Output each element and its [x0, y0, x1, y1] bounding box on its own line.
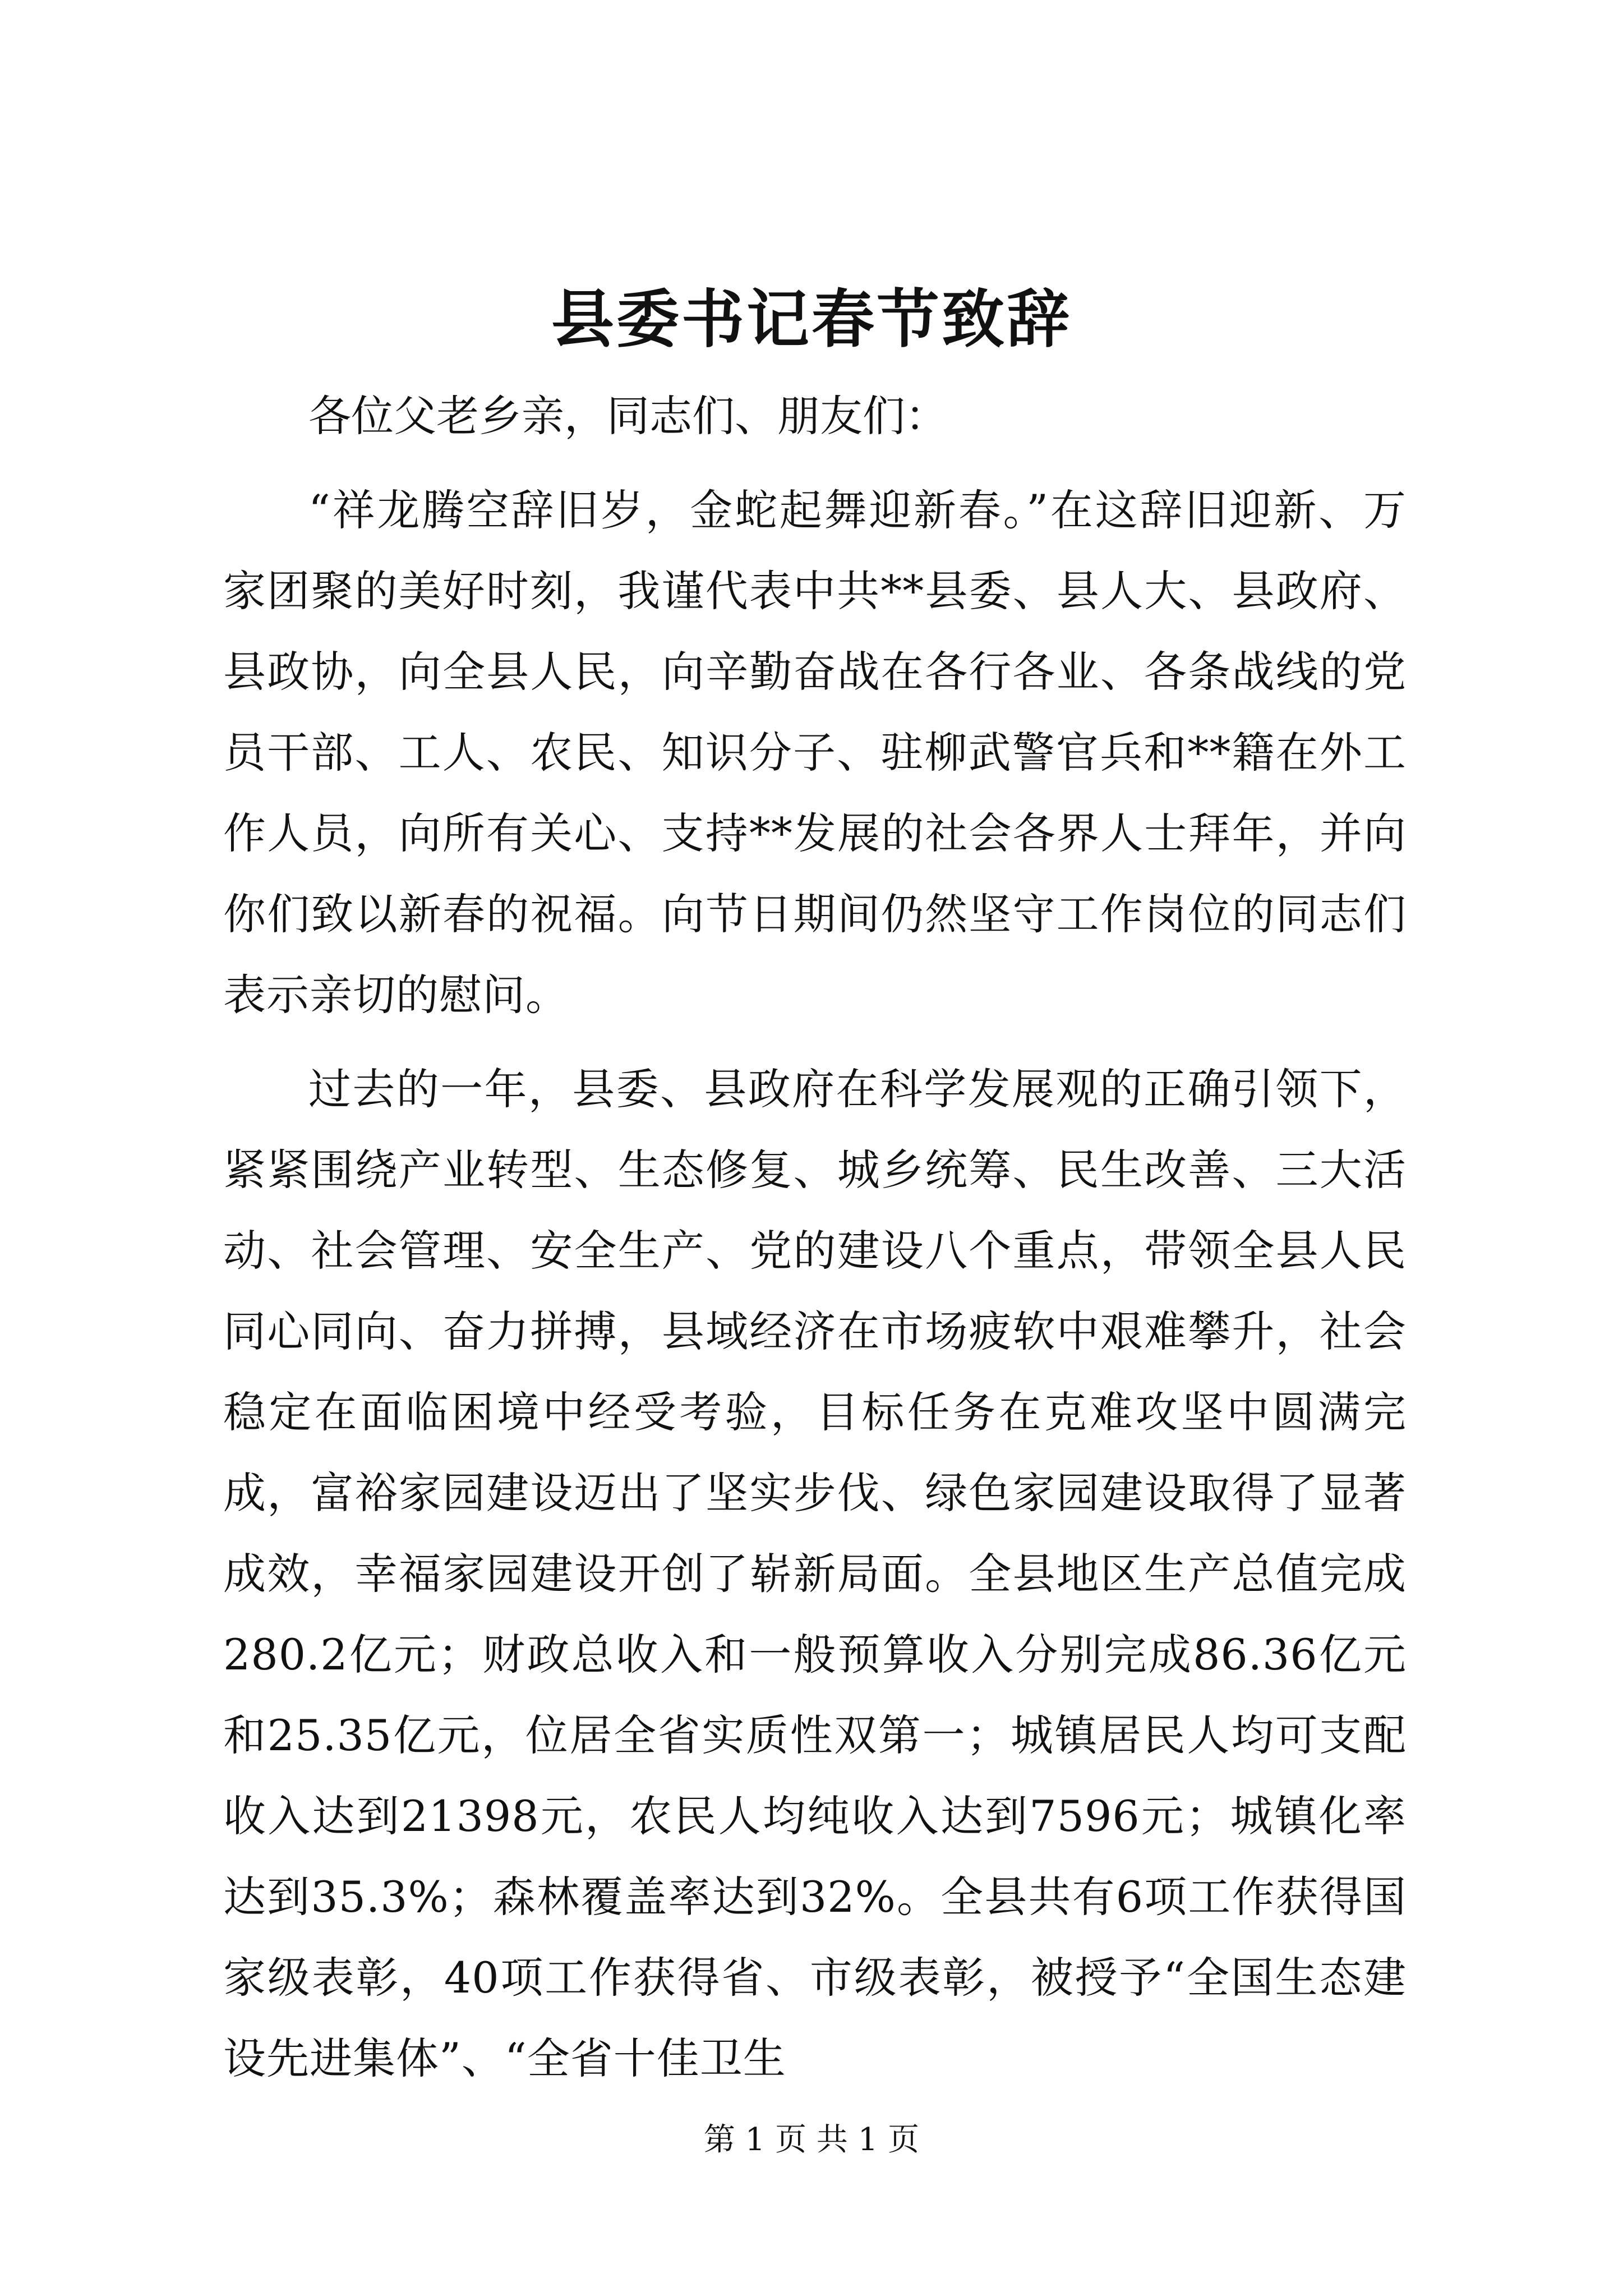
paragraph-greeting: “祥龙腾空辞旧岁，金蛇起舞迎新春。”在这辞旧迎新、万家团聚的美好时刻，我谨代表中共**县委、县人大、县政府、县政协，向全县人民，向辛勤奋战在各行各业、各条战线的党员干部、工人、农民、知识分子、驻柳武警官兵和**籍在外工作人员，向所有关心、支持**发展的社会各界人士拜年，并向你们致以新春的祝福。向节日期间仍然坚守工作岗位的同志们表示亲切的慰问。 [223, 485, 1407, 1020]
document-title: 县委书记春节致辞 [551, 283, 1072, 356]
paragraph-gap [223, 457, 1407, 470]
paragraph-gap [223, 1036, 1407, 1049]
document-body [223, 376, 1407, 2099]
salutation: 各位父老乡亲，同志们、朋友们： [308, 391, 948, 441]
paragraph-review: 过去的一年，县委、县政府在科学发展观的正确引领下，紧紧围绕产业转型、生态修复、城乡统筹、民生改善、三大活动、社会管理、安全生产、党的建设八个重点，带领全县人民同心同向、奋力拼搏，县域经济在市场疲软中艰难攀升，社会稳定在面临困境中经受考验，目标任务在克难攻坚中圆满完成，富裕家园建设迈出了坚实步伐、绿色家园建设取得了显著成效，幸福家园建设开创了崭新局面。全县地区生产总值完成280.2亿元；财政总收入和一般预算收入分别完成86.36亿元和25.35亿元，位居全省实质性双第一；城镇居民人均可支配收入达到21398元，农民人均纯收入达到7596元；城镇化率达到35.3%；森林覆盖率达到32%。全县共有6项工作获得国家级表彰，40项工作获得省、市级表彰，被授予“全国生态建设先进集体”、“全省十佳卫生 [223, 1064, 1407, 2083]
page-number-footer: 第 1 页 共 1 页 [703, 2122, 920, 2158]
